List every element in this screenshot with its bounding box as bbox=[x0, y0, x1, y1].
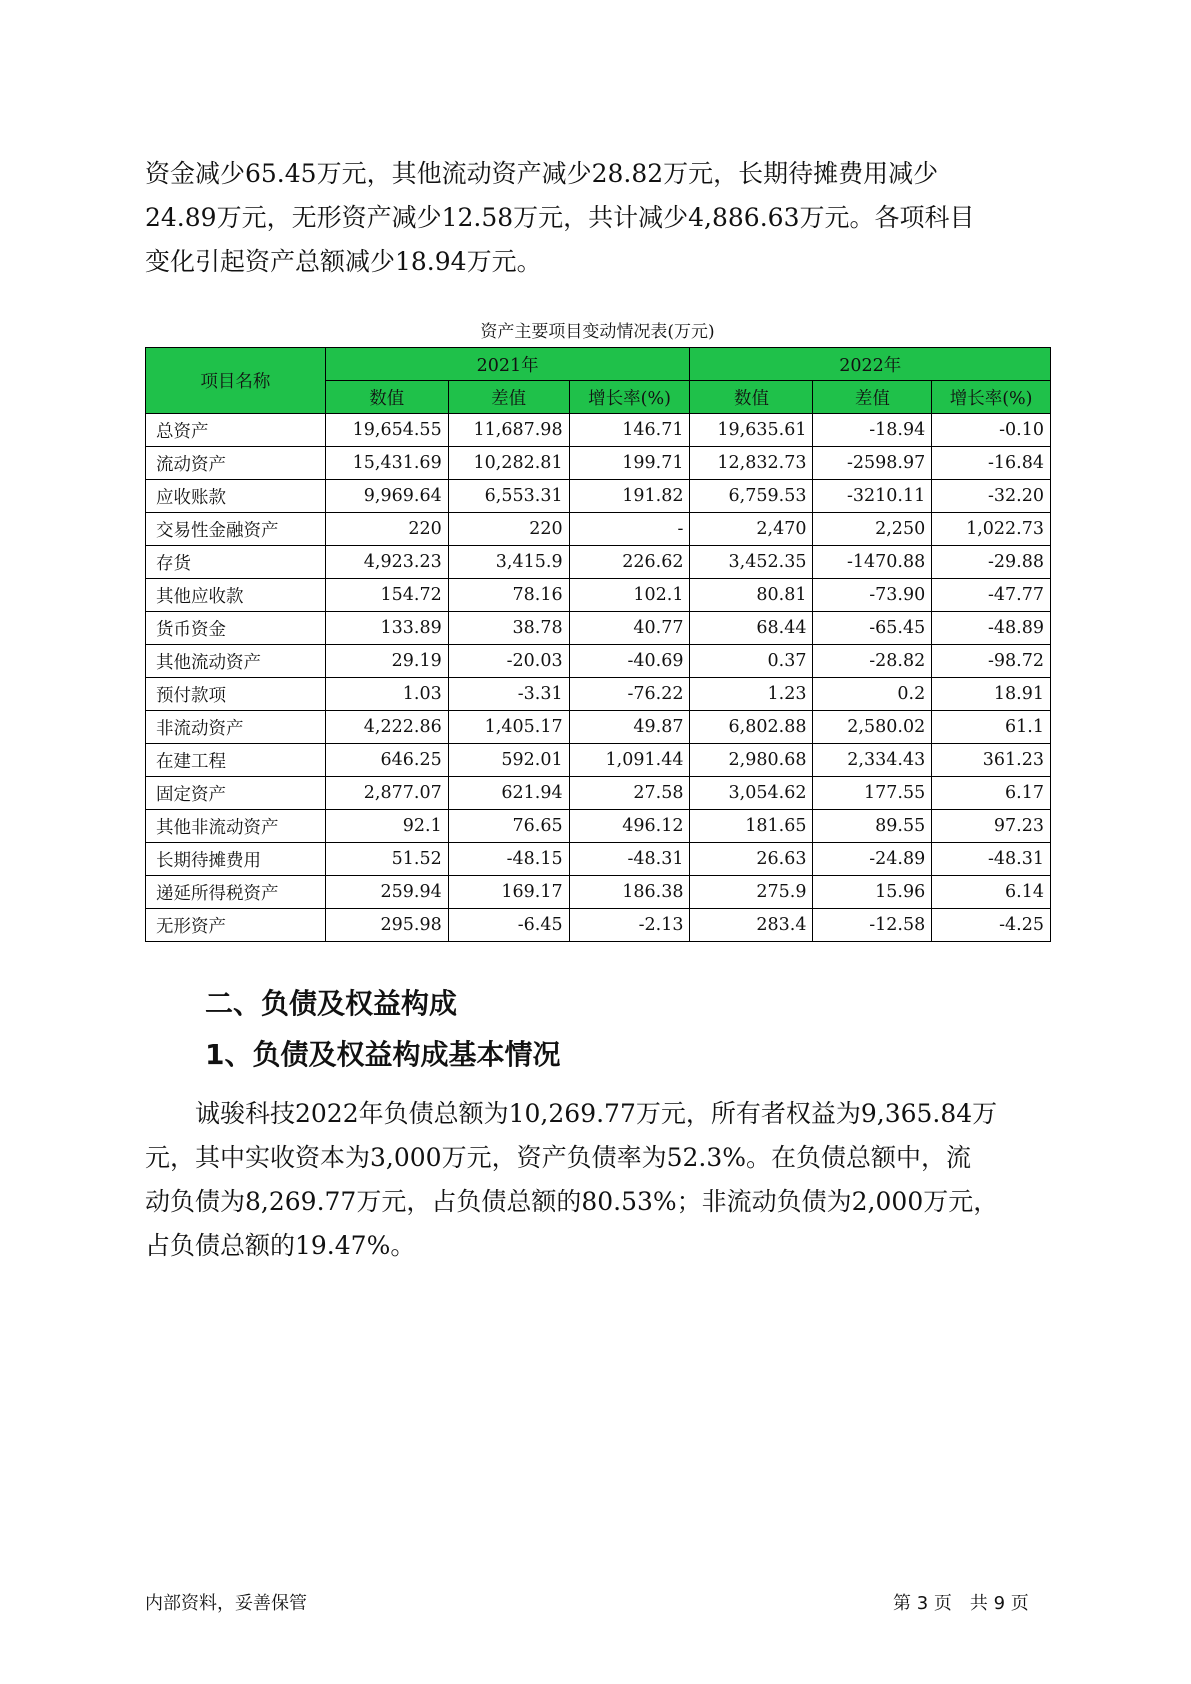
table-cell: -6.45 bbox=[448, 909, 569, 942]
table-cell: 259.94 bbox=[325, 876, 448, 909]
table-cell: 2,580.02 bbox=[813, 711, 932, 744]
table-cell: -20.03 bbox=[448, 645, 569, 678]
row-item-name: 固定资产 bbox=[146, 777, 326, 810]
table-cell: 61.1 bbox=[932, 711, 1051, 744]
header-year-2022: 2022年 bbox=[690, 348, 1051, 381]
table-row bbox=[146, 810, 1051, 843]
table-cell: 2,334.43 bbox=[813, 744, 932, 777]
table-cell: 76.65 bbox=[448, 810, 569, 843]
header-growth-2022: 增长率(%) bbox=[932, 381, 1051, 414]
table-cell: 1,405.17 bbox=[448, 711, 569, 744]
table-cell: -65.45 bbox=[813, 612, 932, 645]
table-cell: -48.15 bbox=[448, 843, 569, 876]
table-cell: -73.90 bbox=[813, 579, 932, 612]
header-value-2021: 数值 bbox=[325, 381, 448, 414]
table-cell: 3,452.35 bbox=[690, 546, 813, 579]
table-body bbox=[146, 414, 1051, 942]
table-cell: 133.89 bbox=[325, 612, 448, 645]
body-line: 占负债总额的19.47%。 bbox=[145, 1231, 416, 1260]
table-cell: 592.01 bbox=[448, 744, 569, 777]
row-item-name: 应收账款 bbox=[146, 480, 326, 513]
table-cell: 51.52 bbox=[325, 843, 448, 876]
liability-paragraph bbox=[145, 1092, 1045, 1268]
table-cell: -29.88 bbox=[932, 546, 1051, 579]
table-cell: 181.65 bbox=[690, 810, 813, 843]
table-cell: -98.72 bbox=[932, 645, 1051, 678]
table-cell: -4.25 bbox=[932, 909, 1051, 942]
footer-page-number: 第 3 页 共 9 页 bbox=[893, 1593, 1029, 1614]
table-cell: 2,877.07 bbox=[325, 777, 448, 810]
table-cell: 102.1 bbox=[569, 579, 690, 612]
table-row bbox=[146, 612, 1051, 645]
table-cell: -3210.11 bbox=[813, 480, 932, 513]
header-item-name: 项目名称 bbox=[146, 348, 326, 414]
table-cell: 89.55 bbox=[813, 810, 932, 843]
table-cell: 19,654.55 bbox=[325, 414, 448, 447]
table-cell: 6.14 bbox=[932, 876, 1051, 909]
row-item-name: 非流动资产 bbox=[146, 711, 326, 744]
table-cell: 3,415.9 bbox=[448, 546, 569, 579]
table-cell: 97.23 bbox=[932, 810, 1051, 843]
table-cell: 49.87 bbox=[569, 711, 690, 744]
table-cell: -48.31 bbox=[569, 843, 690, 876]
row-item-name: 货币资金 bbox=[146, 612, 326, 645]
table-row bbox=[146, 909, 1051, 942]
table-cell: 15,431.69 bbox=[325, 447, 448, 480]
table-cell: 6,802.88 bbox=[690, 711, 813, 744]
table-cell: 4,923.23 bbox=[325, 546, 448, 579]
table-cell: 27.58 bbox=[569, 777, 690, 810]
table-cell: 154.72 bbox=[325, 579, 448, 612]
table-cell: -40.69 bbox=[569, 645, 690, 678]
table-cell: 1.03 bbox=[325, 678, 448, 711]
table-cell: 146.71 bbox=[569, 414, 690, 447]
table-cell: 220 bbox=[325, 513, 448, 546]
body-line: 元，其中实收资本为3,000万元，资产负债率为52.3%。在负债总额中，流 bbox=[145, 1143, 971, 1172]
row-item-name: 长期待摊费用 bbox=[146, 843, 326, 876]
table-cell: 26.63 bbox=[690, 843, 813, 876]
row-item-name: 交易性金融资产 bbox=[146, 513, 326, 546]
table-cell: -48.31 bbox=[932, 843, 1051, 876]
table-caption: 资产主要项目变动情况表(万元) bbox=[480, 322, 715, 342]
table-cell: 40.77 bbox=[569, 612, 690, 645]
table-row bbox=[146, 678, 1051, 711]
table-cell: 0.37 bbox=[690, 645, 813, 678]
table-cell: 646.25 bbox=[325, 744, 448, 777]
table-cell: 169.17 bbox=[448, 876, 569, 909]
table-cell: 2,980.68 bbox=[690, 744, 813, 777]
table-cell: 496.12 bbox=[569, 810, 690, 843]
table-cell: -3.31 bbox=[448, 678, 569, 711]
table-cell: 18.91 bbox=[932, 678, 1051, 711]
table-cell: 9,969.64 bbox=[325, 480, 448, 513]
table-cell: -28.82 bbox=[813, 645, 932, 678]
table-cell: 11,687.98 bbox=[448, 414, 569, 447]
row-item-name: 存货 bbox=[146, 546, 326, 579]
table-cell: -2.13 bbox=[569, 909, 690, 942]
row-item-name: 总资产 bbox=[146, 414, 326, 447]
row-item-name: 其他应收款 bbox=[146, 579, 326, 612]
table-row bbox=[146, 447, 1051, 480]
table-cell: - bbox=[569, 513, 690, 546]
intro-line: 变化引起资产总额减少18.94万元。 bbox=[145, 247, 542, 276]
table-row bbox=[146, 777, 1051, 810]
table-cell: 226.62 bbox=[569, 546, 690, 579]
footer-confidential-note: 内部资料，妥善保管 bbox=[145, 1593, 307, 1614]
table-cell: 186.38 bbox=[569, 876, 690, 909]
table-cell: 1,022.73 bbox=[932, 513, 1051, 546]
table-cell: 2,250 bbox=[813, 513, 932, 546]
table-row bbox=[146, 645, 1051, 678]
table-cell: 361.23 bbox=[932, 744, 1051, 777]
row-item-name: 其他流动资产 bbox=[146, 645, 326, 678]
table-cell: 19,635.61 bbox=[690, 414, 813, 447]
body-line: 诚骏科技2022年负债总额为10,269.77万元，所有者权益为9,365.84万 bbox=[145, 1099, 998, 1128]
table-cell: 0.2 bbox=[813, 678, 932, 711]
table-cell: -2598.97 bbox=[813, 447, 932, 480]
row-item-name: 其他非流动资产 bbox=[146, 810, 326, 843]
table-cell: -48.89 bbox=[932, 612, 1051, 645]
table-row bbox=[146, 711, 1051, 744]
table-cell: 2,470 bbox=[690, 513, 813, 546]
intro-line: 24.89万元，无形资产减少12.58万元，共计减少4,886.63万元。各项科目 bbox=[145, 203, 975, 232]
body-line: 动负债为8,269.77万元，占负债总额的80.53%；非流动负债为2,000万元， bbox=[145, 1187, 999, 1216]
row-item-name: 流动资产 bbox=[146, 447, 326, 480]
table-row bbox=[146, 579, 1051, 612]
header-growth-2021: 增长率(%) bbox=[569, 381, 690, 414]
table-cell: 6,759.53 bbox=[690, 480, 813, 513]
table-row bbox=[146, 480, 1051, 513]
table-row bbox=[146, 744, 1051, 777]
table-cell: -0.10 bbox=[932, 414, 1051, 447]
table-cell: -18.94 bbox=[813, 414, 932, 447]
table-row bbox=[146, 876, 1051, 909]
sub-heading: 1、负债及权益构成基本情况 bbox=[205, 1038, 561, 1071]
table-row bbox=[146, 546, 1051, 579]
table-cell: 80.81 bbox=[690, 579, 813, 612]
asset-change-table bbox=[145, 347, 1051, 942]
table-cell: 68.44 bbox=[690, 612, 813, 645]
section-heading: 二、负债及权益构成 bbox=[205, 987, 458, 1020]
table-cell: 6.17 bbox=[932, 777, 1051, 810]
table-cell: -32.20 bbox=[932, 480, 1051, 513]
header-year-2021: 2021年 bbox=[325, 348, 690, 381]
header-diff-2022: 差值 bbox=[813, 381, 932, 414]
table-cell: 4,222.86 bbox=[325, 711, 448, 744]
table-cell: 38.78 bbox=[448, 612, 569, 645]
header-value-2022: 数值 bbox=[690, 381, 813, 414]
table-cell: 191.82 bbox=[569, 480, 690, 513]
table-cell: -47.77 bbox=[932, 579, 1051, 612]
table-cell: 6,553.31 bbox=[448, 480, 569, 513]
table-cell: 1,091.44 bbox=[569, 744, 690, 777]
table-cell: 199.71 bbox=[569, 447, 690, 480]
row-item-name: 递延所得税资产 bbox=[146, 876, 326, 909]
table-cell: -1470.88 bbox=[813, 546, 932, 579]
table-cell: 15.96 bbox=[813, 876, 932, 909]
table-row bbox=[146, 513, 1051, 546]
table-cell: 92.1 bbox=[325, 810, 448, 843]
table-cell: 295.98 bbox=[325, 909, 448, 942]
table-cell: -12.58 bbox=[813, 909, 932, 942]
table-row bbox=[146, 414, 1051, 447]
intro-paragraph bbox=[145, 152, 1045, 284]
row-item-name: 预付款项 bbox=[146, 678, 326, 711]
table-row bbox=[146, 843, 1051, 876]
table-cell: -24.89 bbox=[813, 843, 932, 876]
table-cell: 29.19 bbox=[325, 645, 448, 678]
row-item-name: 无形资产 bbox=[146, 909, 326, 942]
table-cell: 12,832.73 bbox=[690, 447, 813, 480]
table-cell: 78.16 bbox=[448, 579, 569, 612]
table-cell: 177.55 bbox=[813, 777, 932, 810]
table-cell: 621.94 bbox=[448, 777, 569, 810]
row-item-name: 在建工程 bbox=[146, 744, 326, 777]
table-cell: -16.84 bbox=[932, 447, 1051, 480]
table-cell: 10,282.81 bbox=[448, 447, 569, 480]
table-cell: 3,054.62 bbox=[690, 777, 813, 810]
table-cell: 275.9 bbox=[690, 876, 813, 909]
table-cell: 283.4 bbox=[690, 909, 813, 942]
table-cell: 220 bbox=[448, 513, 569, 546]
table-cell: -76.22 bbox=[569, 678, 690, 711]
table-cell: 1.23 bbox=[690, 678, 813, 711]
header-diff-2021: 差值 bbox=[448, 381, 569, 414]
intro-line: 资金减少65.45万元，其他流动资产减少28.82万元，长期待摊费用减少 bbox=[145, 159, 939, 188]
